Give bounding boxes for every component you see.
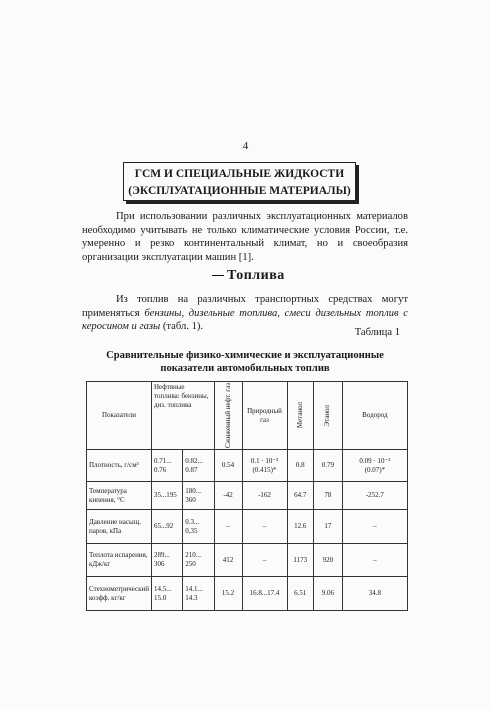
fuels-text-end: (табл. 1). — [160, 321, 204, 332]
fuel-table — [86, 381, 408, 611]
section-dash — [212, 275, 224, 276]
natural-gas-value-text: (0.415)* — [252, 465, 277, 474]
intro-text: При использовании различных эксплуатационных материалов необходимо учитывать не только климатические условия России, т.е. умеренно и резко континентальный климат, но и своеобразия организации эксплуатации машин [1]. — [82, 211, 408, 263]
natural-gas-value — [242, 510, 287, 544]
gasoline-value-text: 0.71... — [154, 456, 172, 465]
hydrogen-value-text: -252.7 — [365, 491, 384, 500]
row-name — [87, 482, 152, 510]
hydrogen-value — [342, 450, 407, 482]
table-caption-line1: Сравнительные физико-химические и эксплуатационные — [106, 350, 384, 361]
table-label: Таблица 1 — [354, 327, 400, 338]
lpg-value — [214, 544, 242, 577]
header-petroleum: Нефтяные топлива: бензины, диз. топлива — [152, 382, 215, 450]
gasoline-value-text: 65...92 — [154, 522, 174, 531]
diesel-value — [183, 450, 214, 482]
table-row — [87, 450, 408, 482]
lpg-value-text: 15.2 — [221, 589, 235, 598]
diesel-value-text: 0.82... — [185, 456, 203, 465]
diesel-value-text: 250 — [185, 560, 196, 569]
header-natural-gas: Природный газ — [242, 382, 287, 450]
hydrogen-value — [342, 577, 407, 611]
diesel-value-text: 0.3... — [185, 517, 200, 526]
natural-gas-value-text: – — [262, 555, 267, 564]
natural-gas-value-text: 16.8...17.4 — [249, 589, 280, 598]
natural-gas-value — [242, 482, 287, 510]
lpg-value-text: – — [226, 522, 230, 531]
lpg-value-text: 0.54 — [221, 461, 235, 470]
ethanol-value — [313, 544, 342, 577]
diesel-value-text: 0.87 — [185, 465, 198, 474]
ethanol-value — [313, 577, 342, 611]
row-name — [87, 450, 152, 482]
table-row — [87, 544, 408, 577]
gasoline-value-text: 35...195 — [154, 491, 177, 500]
header-ethanol-text: Этанол — [323, 404, 332, 427]
lpg-value-text: -42 — [223, 491, 233, 500]
diesel-value-text: 0,35 — [185, 526, 198, 535]
chapter-title-line2: (ЭКСПЛУАТАЦИОННЫЕ МАТЕРИАЛЫ) — [128, 185, 351, 197]
table-row — [87, 482, 408, 510]
ethanol-value — [313, 450, 342, 482]
intro-paragraph — [82, 210, 408, 264]
natural-gas-value — [242, 450, 287, 482]
gasoline-value — [152, 510, 183, 544]
hydrogen-value — [342, 482, 407, 510]
row-name-text: Стехиометрический коэфф. кг/кг — [89, 584, 149, 602]
header-methanol-text: Метанол — [295, 402, 304, 429]
diesel-value-text: 360 — [185, 495, 196, 504]
ethanol-value-text: 0.79 — [321, 461, 334, 470]
lpg-value — [214, 510, 242, 544]
ethanol-value-text: 9.06 — [321, 589, 334, 598]
natural-gas-value — [242, 544, 287, 577]
gasoline-value — [152, 450, 183, 482]
hydrogen-value — [342, 544, 407, 577]
diesel-value — [183, 482, 214, 510]
methanol-value — [287, 450, 313, 482]
methanol-value — [287, 510, 313, 544]
hydrogen-value — [342, 510, 407, 544]
hydrogen-value-text: (0.07)* — [364, 465, 386, 474]
row-name-text: Плотность, г/см³ — [89, 461, 139, 470]
table-header-row — [87, 382, 408, 450]
methanol-value — [287, 544, 313, 577]
gasoline-value — [152, 544, 183, 577]
diesel-value — [183, 544, 214, 577]
methanol-value-text: 12.6 — [294, 522, 307, 531]
header-lpg — [214, 382, 242, 450]
methanol-value-text: 0.8 — [295, 461, 305, 470]
lpg-value-text: 412 — [222, 555, 234, 564]
table-row — [87, 510, 408, 544]
row-name — [87, 510, 152, 544]
lpg-value — [214, 450, 242, 482]
row-name-text: Температура кипения, °С — [89, 486, 127, 504]
table-caption-line2: показатели автомобильных топлив — [160, 363, 330, 374]
ethanol-value — [313, 482, 342, 510]
ethanol-value — [313, 510, 342, 544]
diesel-value — [183, 577, 214, 611]
natural-gas-value — [242, 577, 287, 611]
row-name — [87, 577, 152, 611]
header-indicators: Показатели — [87, 382, 152, 450]
methanol-value — [287, 482, 313, 510]
section-title — [212, 268, 285, 284]
diesel-value — [183, 510, 214, 544]
methanol-value-text: 1173 — [293, 555, 308, 564]
methanol-value — [287, 577, 313, 611]
gasoline-value-text: 15.0 — [154, 593, 167, 602]
diesel-value-text: 14.1... — [185, 584, 203, 593]
table-row — [87, 577, 408, 611]
header-hydrogen: Водород — [342, 382, 407, 450]
lpg-value — [214, 482, 242, 510]
chapter-header — [123, 162, 356, 201]
methanol-value-text: 64.7 — [294, 491, 307, 500]
gasoline-value — [152, 577, 183, 611]
diesel-value-text: 210... — [185, 551, 202, 560]
ethanol-value-text: 920 — [322, 555, 334, 564]
gasoline-value-text: 0.76 — [154, 465, 167, 474]
gasoline-value — [152, 482, 183, 510]
hydrogen-value-text: – — [373, 555, 377, 564]
fuels-text-italic: бензины, дизельные топлива, смеси дизельных топлив с керосином и газы — [82, 307, 408, 332]
natural-gas-value-text: -162 — [258, 491, 271, 500]
section-title-text: Топлива — [227, 268, 285, 283]
fuels-text-start: Из топлив на различных транспортных средствах могут применяться — [82, 294, 408, 319]
table-body — [87, 450, 408, 611]
ethanol-value-text: 78 — [324, 491, 332, 500]
gasoline-value-text: 14.5... — [154, 584, 172, 593]
chapter-title-line1: ГСМ И СПЕЦИАЛЬНЫЕ ЖИДКОСТИ — [134, 168, 345, 180]
hydrogen-value-text: 34.8 — [368, 589, 381, 598]
header-lpg-text: Сжиженный нефт. газ — [223, 383, 232, 449]
diesel-value-text: 180... — [185, 486, 202, 495]
header-ethanol — [313, 382, 342, 450]
lpg-value — [214, 577, 242, 611]
header-methanol — [287, 382, 313, 450]
natural-gas-value-text: 0.1 · 10⁻³ — [250, 456, 279, 465]
diesel-value-text: 14.3 — [185, 593, 198, 602]
hydrogen-value-text: 0.09 · 10⁻³ — [359, 456, 391, 465]
methanol-value-text: 6.51 — [294, 589, 307, 598]
gasoline-value-text: 289... — [154, 551, 170, 560]
row-name-text: Давление насыщ. паров, кПа — [89, 517, 141, 535]
gasoline-value-text: 306 — [154, 560, 165, 569]
row-name-text: Теплота испарения, кДж/кг — [89, 551, 148, 569]
row-name — [87, 544, 152, 577]
page-number: 4 — [242, 140, 249, 152]
table-caption — [82, 349, 408, 375]
ethanol-value-text: 17 — [324, 522, 332, 531]
hydrogen-value-text: – — [373, 522, 377, 531]
natural-gas-value-text: – — [262, 522, 267, 531]
